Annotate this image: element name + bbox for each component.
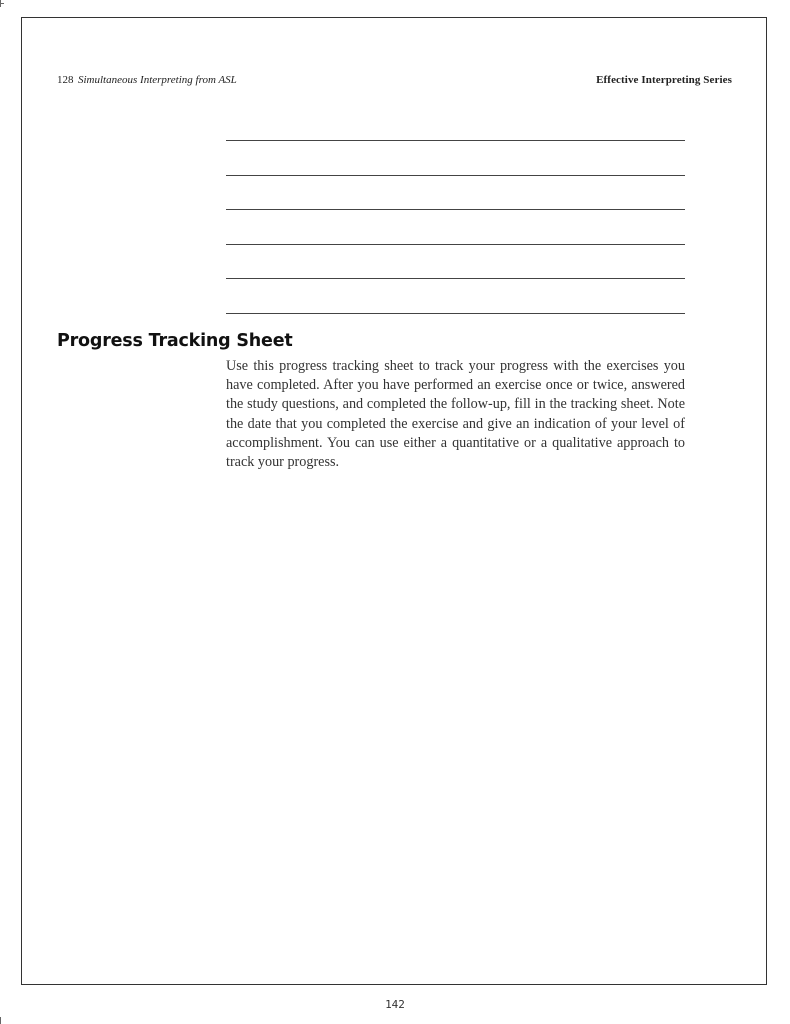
crop-mark-bottom-left [0,1017,1,1024]
section-heading: Progress Tracking Sheet [57,331,293,351]
page-frame [21,17,767,985]
answer-line [226,209,685,210]
running-header-book-title: Simultaneous Interpreting from ASL [78,74,237,86]
answer-line [226,140,685,141]
crop-mark-top-left-h [0,3,4,4]
running-header [57,74,732,94]
answer-line [226,313,685,314]
answer-line [226,175,685,176]
running-header-page-number: 128 [57,74,74,86]
body-paragraph: Use this progress tracking sheet to track your progress with the exercises you have completed. After you have performed an exercise once or twice, answered the study questions, and completed the follow-up, fill in the tracking sheet. Note the date that you completed the exercise and give an indication of your level of accomplishment. You can use either a quantitative or a qualitative approach to track your progress. [226,358,685,471]
answer-line [226,244,685,245]
page-folio: 142 [385,998,405,1011]
answer-line [226,278,685,279]
running-header-series: Effective Interpreting Series [596,74,732,86]
